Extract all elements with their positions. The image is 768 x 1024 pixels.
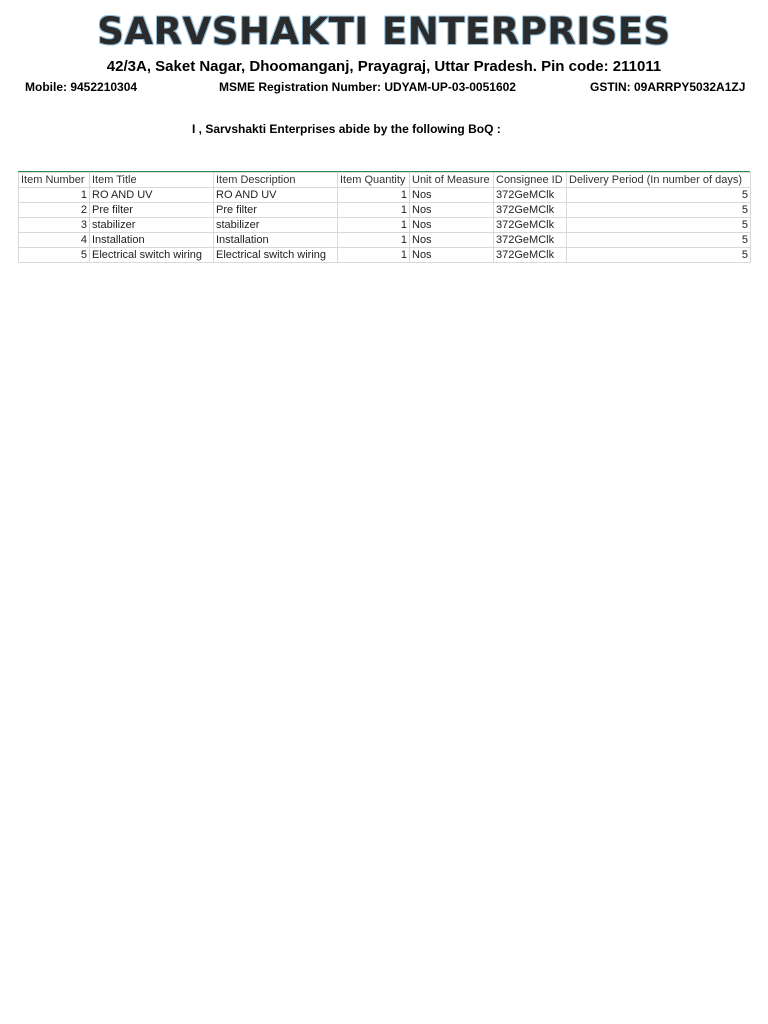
- unit-of-measure-cell: Nos: [410, 233, 494, 248]
- column-header-unit-of-measure: Unit of Measure: [410, 173, 494, 188]
- item-title-cell: Installation: [90, 233, 214, 248]
- delivery-period-cell: 5: [567, 218, 751, 233]
- item-number-cell: 5: [19, 248, 90, 263]
- item-description-cell: RO AND UV: [214, 188, 338, 203]
- table-row: [19, 248, 751, 263]
- item-number-cell: 4: [19, 233, 90, 248]
- mobile-number: Mobile: 9452210304: [25, 80, 138, 94]
- consignee-id-cell: 372GeMClk: [494, 248, 567, 263]
- table-row: [19, 233, 751, 248]
- unit-of-measure-cell: Nos: [410, 248, 494, 263]
- contact-row: [0, 78, 768, 96]
- item-description-cell: Pre filter: [214, 203, 338, 218]
- column-header-delivery-period: Delivery Period (In number of days): [567, 173, 751, 188]
- consignee-id-cell: 372GeMClk: [494, 218, 567, 233]
- item-number-cell: 2: [19, 203, 90, 218]
- item-title-cell: Pre filter: [90, 203, 214, 218]
- boq-intro: I , Sarvshakti Enterprises abide by the following BoQ :: [192, 122, 501, 136]
- item-title-cell: RO AND UV: [90, 188, 214, 203]
- column-header-consignee-id: Consignee ID: [494, 173, 567, 188]
- item-number-cell: 3: [19, 218, 90, 233]
- delivery-period-cell: 5: [567, 188, 751, 203]
- delivery-period-cell: 5: [567, 233, 751, 248]
- item-number-cell: 1: [19, 188, 90, 203]
- column-header-item-description: Item Description: [214, 173, 338, 188]
- unit-of-measure-cell: Nos: [410, 188, 494, 203]
- consignee-id-cell: 372GeMClk: [494, 233, 567, 248]
- table-row: [19, 218, 751, 233]
- unit-of-measure-cell: Nos: [410, 203, 494, 218]
- item-description-cell: Installation: [214, 233, 338, 248]
- delivery-period-cell: 5: [567, 248, 751, 263]
- consignee-id-cell: 372GeMClk: [494, 188, 567, 203]
- table-header-row: [19, 173, 751, 188]
- table-row: [19, 188, 751, 203]
- item-title-cell: stabilizer: [90, 218, 214, 233]
- msme-registration: MSME Registration Number: UDYAM-UP-03-0051602: [219, 80, 516, 94]
- item-description-cell: stabilizer: [214, 218, 338, 233]
- consignee-id-cell: 372GeMClk: [494, 203, 567, 218]
- company-address: 42/3A, Saket Nagar, Dhoomanganj, Prayagraj, Uttar Pradesh. Pin code: 211011: [106, 58, 662, 75]
- item-quantity-cell: 1: [338, 248, 410, 263]
- item-quantity-cell: 1: [338, 218, 410, 233]
- delivery-period-cell: 5: [567, 203, 751, 218]
- table-row: [19, 203, 751, 218]
- item-title-cell: Electrical switch wiring: [90, 248, 214, 263]
- column-header-item-quantity: Item Quantity: [338, 173, 410, 188]
- unit-of-measure-cell: Nos: [410, 218, 494, 233]
- column-header-item-number: Item Number: [19, 173, 90, 188]
- item-description-cell: Electrical switch wiring: [214, 248, 338, 263]
- column-header-item-title: Item Title: [90, 173, 214, 188]
- boq-table: [18, 172, 751, 263]
- gstin-number: GSTIN: 09ARRPY5032A1ZJ: [590, 80, 746, 94]
- item-quantity-cell: 1: [338, 233, 410, 248]
- item-quantity-cell: 1: [338, 188, 410, 203]
- item-quantity-cell: 1: [338, 203, 410, 218]
- company-name: SARVSHAKTI ENTERPRISES: [97, 10, 671, 53]
